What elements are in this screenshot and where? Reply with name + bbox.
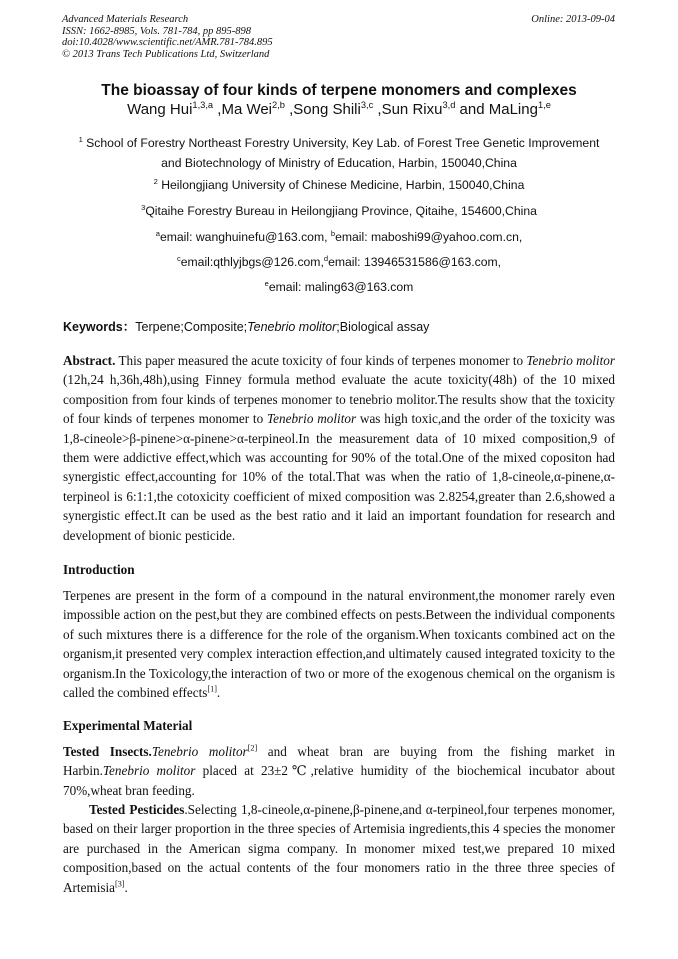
keywords: Keywords：Terpene;Composite;Tenebrio molitor;Biological assay bbox=[63, 320, 430, 334]
abstract-label: Abstract. bbox=[63, 353, 116, 368]
author-name: Wang Hui bbox=[127, 101, 193, 118]
citation-ref: [1] bbox=[207, 684, 217, 694]
tested-insects-paragraph: Tested Insects.Tenebrio molitor[2] and wheat bran are buying from the fishing market in Harbin.Tenebrio molitor placed at 23±2℃,relative humidity of the biochemical incubator about 70%,wheat bran feeding. bbox=[63, 743, 615, 798]
email-line-3: $^e$email: maling63@163.com bbox=[264, 278, 414, 294]
affiliation-1: $^1$ School of Forestry Northeast Forestry University, Key Lab. of Forest Tree Genetic Improvement and Biotechnology of Ministry of Education, Harbin, 150040,China bbox=[78, 134, 600, 170]
keywords-label: Keywords： bbox=[63, 320, 136, 334]
email-line-1: $^a$email: wanghuinefu@163.com, $^b$email: maboshi99@yahoo.com.cn, bbox=[155, 228, 523, 244]
section-heading-introduction: Introduction bbox=[63, 562, 135, 577]
page-header bbox=[62, 14, 615, 60]
author-sup: 3,d bbox=[442, 100, 456, 110]
doi-line: doi:10.4028/www.scientific.net/AMR.781-784.895 bbox=[62, 37, 273, 49]
affiliation-2: $^2$ Heilongjiang University of Chinese Medicine, Harbin, 150040,China bbox=[153, 176, 525, 192]
author-name: ,Song Shili bbox=[284, 101, 361, 118]
tested-pesticides-paragraph: Tested Pesticides.Selecting 1,8-cineole,α-pinene,β-pinene,and α-terpineol,four terpenes monomer, based on their larger proportion in the three species of Artemisia ingredients,this 4 species the monomer are purchased in the American sigma company. In monomer mixed test,we prepared 10 mixed composition,based on the actual contents of the four monomers ratio in the three three species of Artemisia[3]. bbox=[63, 802, 615, 895]
introduction-paragraph: Terpenes are present in the form of a compound in the natural environment,the monomer rarely even impossible action on the pest,but they are combined effects on pests.Between the individual components of such mixtures there is a difference for the role of the organism.When toxicants combined act on the organism,it presented very complex interaction effection,and ultimately caused integrated toxicity to the organism.In the Toxicology,the interaction of two or more of the exogenous chemical on the organism is called the combined effects[1]. bbox=[63, 588, 615, 701]
online-date: Online: 2013-09-04 bbox=[531, 14, 615, 25]
section-heading-experimental: Experimental Material bbox=[63, 718, 193, 733]
paper-title: The bioassay of four kinds of terpene monomers and complexes bbox=[101, 82, 577, 99]
author-sup: 1,e bbox=[537, 100, 551, 110]
author-name: ,Sun Rixu bbox=[373, 101, 443, 118]
affiliation-3: $^3$Qitaihe Forestry Bureau in Heilongjiang Province, Qitaihe, 154600,China bbox=[141, 202, 537, 218]
author-name: and MaLing bbox=[455, 101, 538, 118]
journal-name: Advanced Materials Research bbox=[62, 14, 189, 25]
citation-ref: [2] bbox=[247, 743, 258, 753]
issn-line: ISSN: 1662-8985, Vols. 781-784, pp 895-898 bbox=[62, 25, 251, 37]
author-sup: 2,b bbox=[272, 100, 285, 110]
author-sup: 1,3,a bbox=[192, 100, 214, 110]
author-name: ,Ma Wei bbox=[213, 101, 273, 118]
email-line-2: $^c$email:qthlyjbgs@126.com,$^d$email: 13946531586@163.com, bbox=[176, 253, 502, 269]
abstract: Abstract. This paper measured the acute toxicity of four kinds of terpenes monomer to Tenebrio molitor (12h,24 h,36h,48h),using Finney formula method evaluate the acute toxicity(48h) of the 10 mixed composition from four kinds of terpenes monomer to tenebrio molitor.The results show that the toxicity of four kinds of terpenes monomer to Tenebrio molitor was high toxic,and the order of the toxicity was 1,8-cineole>β-pinene>α-pinene>α-terpineol.In the measurement data of 10 mixed composition,9 of them were addictive effect,which was accounting for 90% of the total.One of the mixed copositon had synergistic effect,accounting for 10% of the total.That was when the ratio of 1,8-cineole,α-pinene,α-terpineol is 6:1:1,the cotoxicity coefficient of mixed composition was 2.8254,greater than 2.6,showed a synergistic effect.It can be used as the best ratio and it laid an important foundation for research and development of bionic pesticide. bbox=[63, 353, 615, 543]
citation-ref: [3] bbox=[115, 879, 125, 889]
author-list bbox=[0, 101, 678, 118]
copyright-line: © 2013 Trans Tech Publications Ltd, Switzerland bbox=[62, 48, 270, 60]
author-sup: 3,c bbox=[360, 100, 374, 110]
